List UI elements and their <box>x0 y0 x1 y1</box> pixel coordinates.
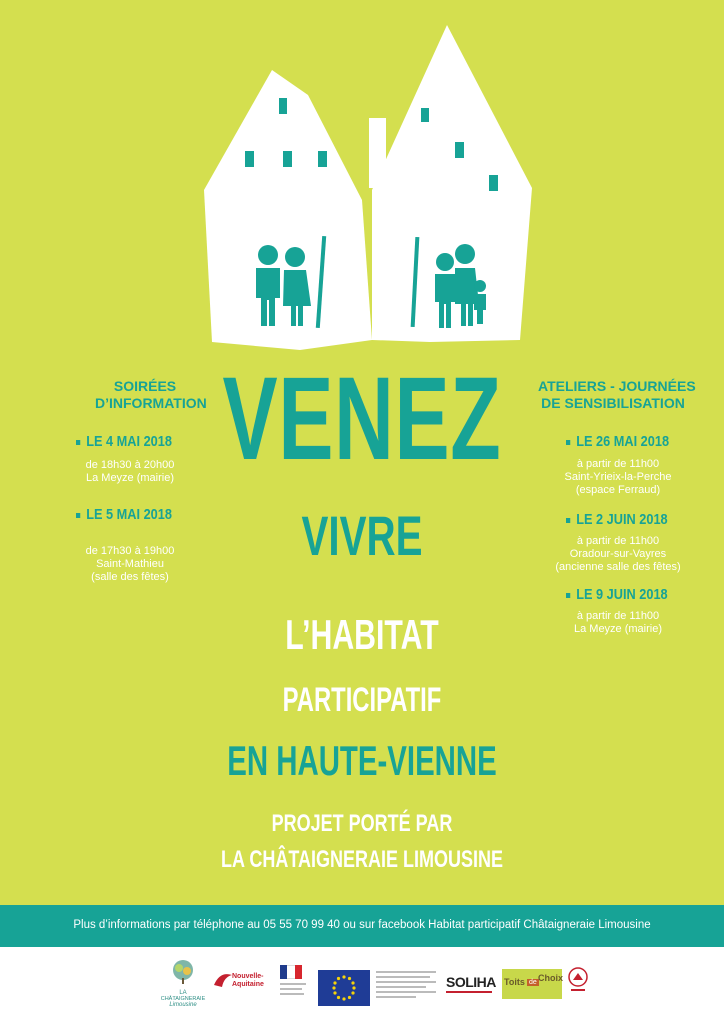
left-house-shape <box>204 70 372 350</box>
logo-text: SOLIHA <box>446 974 496 990</box>
event-date-label: LE 9 JUIN 2018 <box>576 586 668 603</box>
bullet-square <box>76 440 80 445</box>
event-place: Oradour-sur-Vayres <box>569 548 667 560</box>
bullet-square <box>76 513 80 518</box>
event-time: de 17h30 à 19h00 <box>85 545 175 557</box>
window <box>421 108 429 122</box>
region-icon <box>212 969 234 989</box>
house-illustration <box>0 0 724 360</box>
french-flag-icon <box>280 965 302 979</box>
event-venue: (ancienne salle des fêtes) <box>555 561 681 573</box>
partner-logos <box>0 947 724 1024</box>
right-event-date <box>566 586 668 603</box>
event-date-label: LE 26 MAI 2018 <box>576 433 670 450</box>
headline-habitat: L’HABITAT <box>285 611 439 658</box>
headline-chataigneraie: LA CHÂTAIGNERAIE LIMOUSINE <box>221 846 503 873</box>
window <box>489 175 498 191</box>
logo-text: CHÂTAIGNERAIE <box>160 996 206 1002</box>
headline-haute-vienne: EN HAUTE-VIENNE <box>227 737 497 784</box>
event-place: La Meyze (mairie) <box>85 472 175 484</box>
window <box>245 151 254 167</box>
logo-text: Toits <box>504 977 525 987</box>
event-venue: (salle des fêtes) <box>91 571 169 583</box>
event-time: à partir de 11h00 <box>576 610 660 622</box>
headline-vivre: VIVRE <box>301 504 423 567</box>
headline-participatif: PARTICIPATIF <box>282 681 442 719</box>
left-title-line2: D’INFORMATION <box>95 395 207 411</box>
eu-stars-icon <box>318 970 370 1006</box>
chataigneraie-logo <box>160 959 206 1008</box>
logo-text: de <box>529 979 537 986</box>
logo-text: Choix <box>538 973 564 983</box>
toits-de-choix-logo <box>502 969 562 999</box>
event-time: de 18h30 à 20h00 <box>85 459 175 471</box>
window <box>283 151 292 167</box>
logo-text: Limousine <box>169 1002 197 1008</box>
headline-projet: PROJET PORTÉ PAR <box>271 810 453 837</box>
soliha-logo <box>446 974 496 993</box>
footer-info-text: Plus d’informations par téléphone au 05 55 70 99 40 ou sur facebook Habitat participatif Châtaigneraie Limousine <box>73 919 651 931</box>
eu-funding-text <box>376 971 436 998</box>
headline-venez: VENEZ <box>222 353 502 485</box>
logo-text: Aquitaine <box>232 981 264 988</box>
event-time: à partir de 11h00 <box>576 535 660 547</box>
bullet-square <box>566 593 570 598</box>
logo-text: Nouvelle- <box>232 973 264 980</box>
region-logo <box>212 969 268 994</box>
event-date-label: LE 4 MAI 2018 <box>86 433 172 450</box>
window <box>455 142 464 158</box>
logo-text: LA <box>179 990 187 996</box>
right-title-line2: DE SENSIBILISATION <box>541 395 685 411</box>
event-date-label: LE 2 JUIN 2018 <box>576 511 668 528</box>
event-time: à partir de 11h00 <box>576 458 660 470</box>
tree-icon <box>170 959 196 985</box>
eu-flag-icon <box>318 970 370 1006</box>
seal-logo <box>568 967 588 995</box>
event-venue: (espace Ferraud) <box>575 484 661 496</box>
left-title-line1: SOIRÉES <box>113 378 177 394</box>
seal-icon <box>568 967 588 995</box>
window <box>318 151 327 167</box>
event-place: La Meyze (mairie) <box>573 623 663 635</box>
event-place: Saint-Yrieix-la-Perche <box>564 471 672 483</box>
right-title-line1: ATELIERS - JOURNÉES <box>538 378 696 394</box>
event-date-label: LE 5 MAI 2018 <box>86 506 172 523</box>
event-place: Saint-Mathieu <box>96 558 164 570</box>
republique-logo <box>280 965 310 1005</box>
window <box>279 98 287 114</box>
